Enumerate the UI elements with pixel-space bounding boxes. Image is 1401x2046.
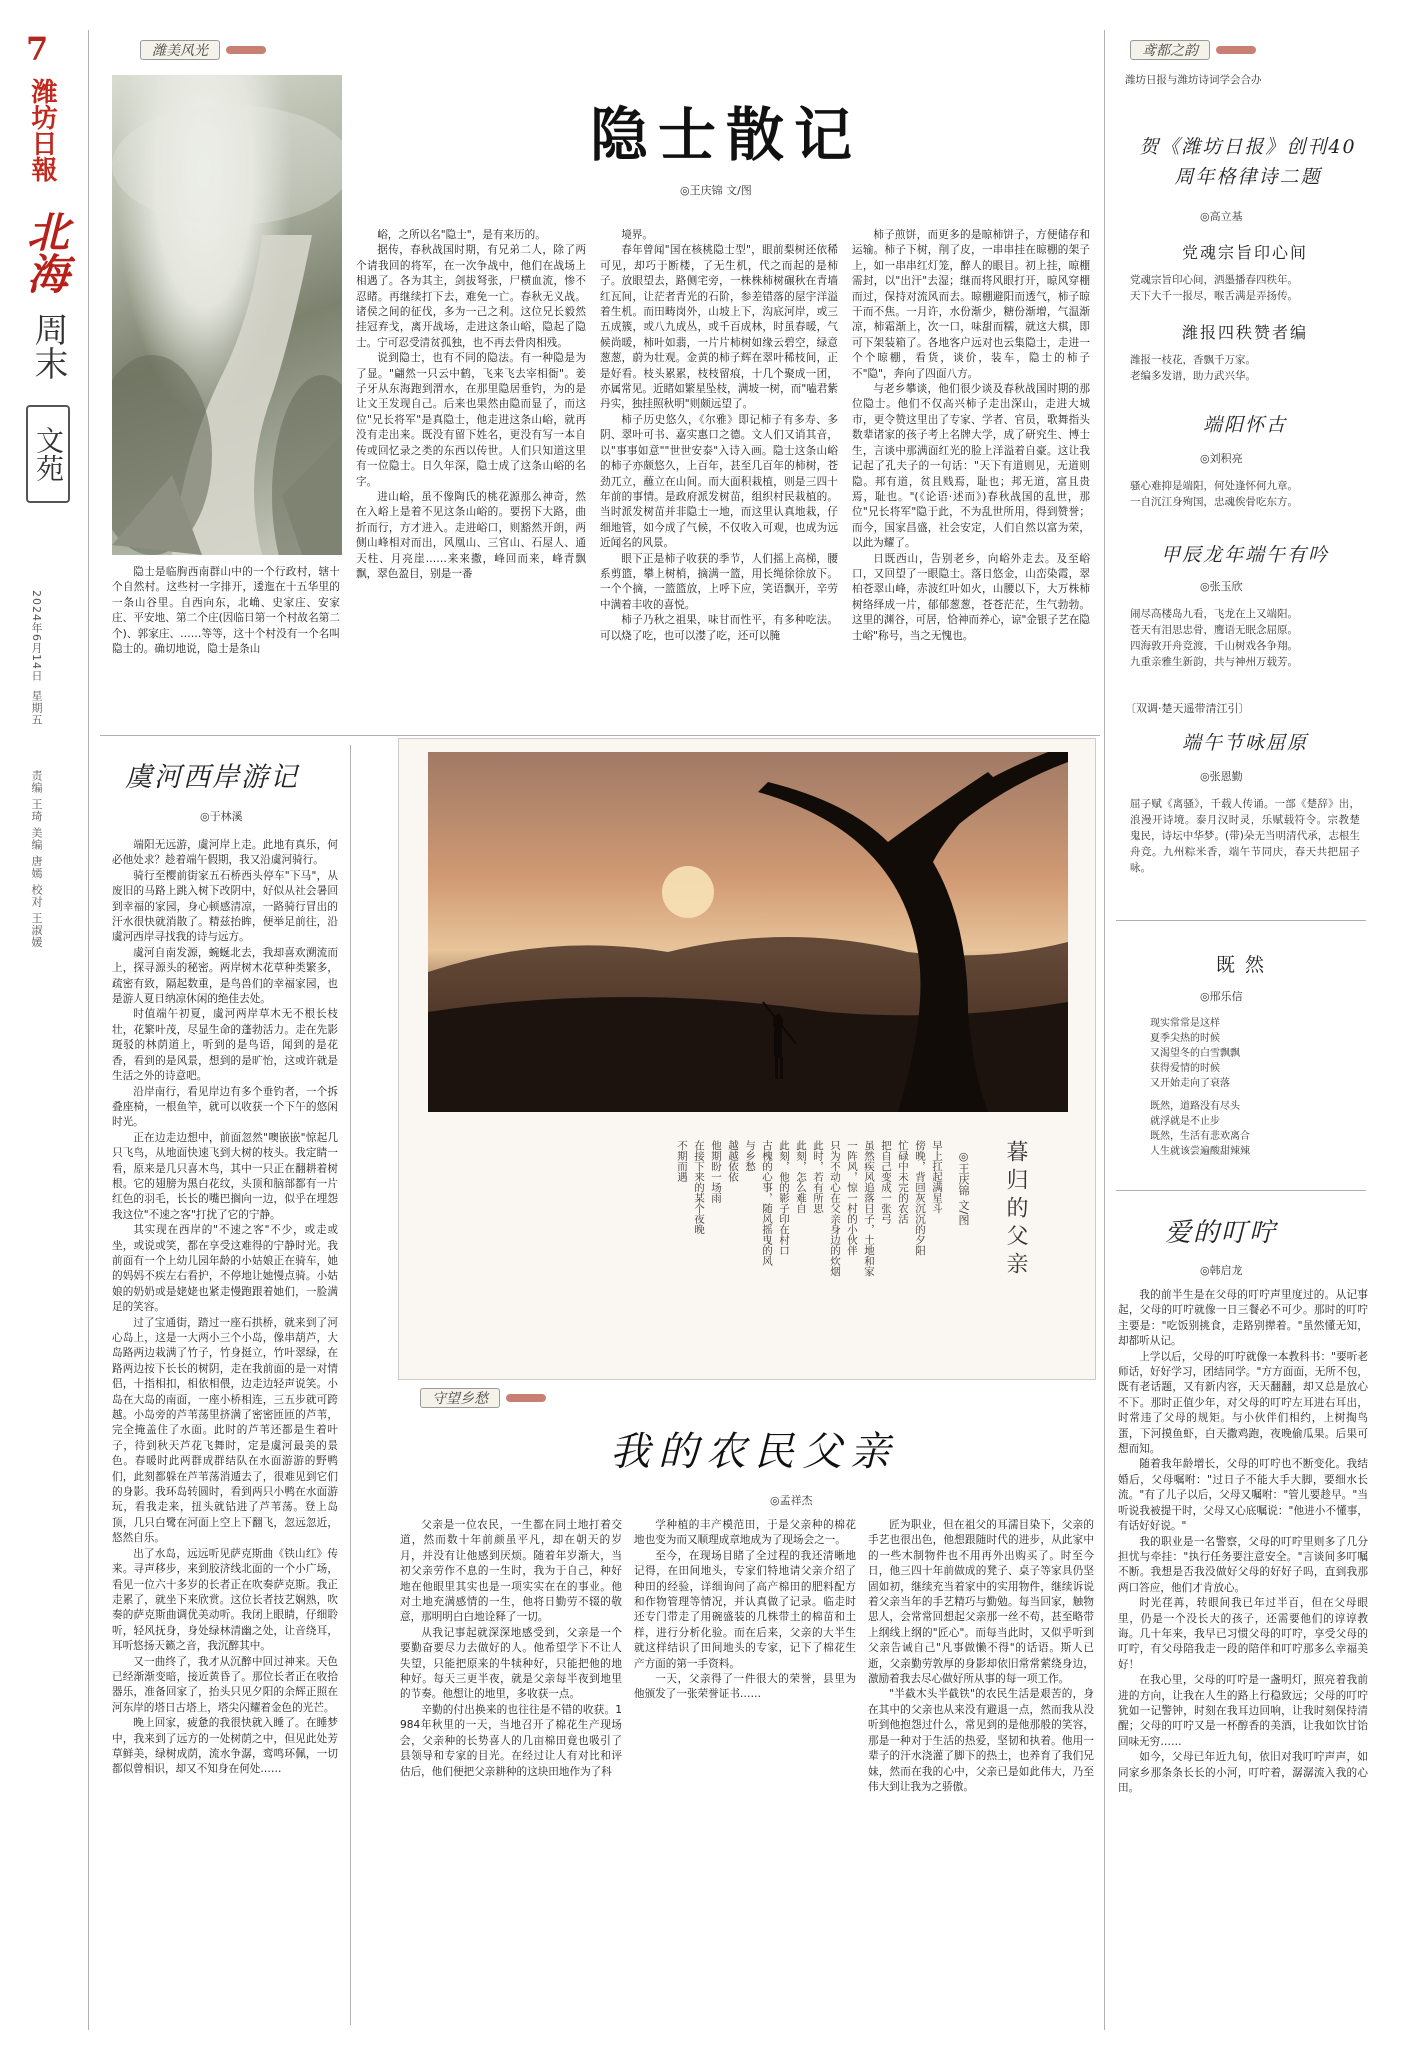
section-tag-weimei: 潍美风光	[140, 40, 266, 60]
yundu-subtitle: 潍坊日报与潍坊诗词学会合办	[1125, 74, 1262, 86]
yuhe-byline: ◎于林溪	[200, 810, 243, 823]
right-column-divider	[1104, 30, 1105, 2030]
father-poem-title: 暮归的父亲	[1003, 1140, 1028, 1280]
issue-date: 2024年6月14日	[30, 590, 43, 682]
yuhe-title: 虞河西岸游记	[125, 762, 299, 793]
editor-credits: 责编 王琦 美编 唐嫣 校对 王淑媛	[30, 770, 43, 949]
supplement-name-beihai: 北海	[21, 210, 70, 294]
poem2-lines: 骚心难抑是端阳，何处逢怀何九章。 一自沉江身殉国，忠魂俟骨吃东方。	[1130, 480, 1298, 508]
yuhe-body: 端阳无远游，虞河岸上走。此地有真乐，何必他处求？趁着端午假期，我又沿虞河骑行。 骑行至樱前街家五石桥西头停车"下马"，从废旧的马路上跳入树下改阴中，好似从社会暑回到幸福的家园，身心顿感清凉，一路骑行冒出的汗水很快就消散了。精兹抬眸，便举足前往，沿虞河西岸寻找我的诗与远方。 虞河自南发源，蜿蜒北去，我却喜欢溯流而上，探寻源头的秘密。两岸树木花草种类繁多，疏密有致，隔起数重，是鸟兽们的幸福家园，也是游人夏日纳凉休闲的绝佳去处。 时值端午初夏，虞河两岸草木无不根长枝壮，花繁叶茂，尽显生命的蓬勃活力。走在先影斑驳的林荫道上，听到的是鸟语，闻到的是花香，看到的是风景，想到的是旷怡，这或许就是生活之外的诗意吧。 沿岸南行，看见岸边有多个垂钓者，一个拆叠座椅，一根鱼竿，就可以收获一个下午的悠闲时光。 正在边走边想中，前面忽然"噢嵌嵌"惊起几只飞鸟，从地面快速飞到大树的枝头。我定睛一看，原来是几只喜木鸟，其中一只正在翻耕着树根。它的翅膀为黑白花纹，头顶和脑部都有一片红色的羽毛，长长的嘴巴搁向一边，似乎在埋怨我这位"不速之客"打扰了它的宁静。 其实现在西岸的"不速之客"不少，或走或坐，或说或笑，都在享受这难得的宁静时光。我前面有一个上幼儿园年龄的小姑娘正在骑车，她的妈妈不疾左右看护，不停地让她慢点骑。小姑娘的奶奶或是姥姥也紧走慢跑跟着她们，一脸满足的笑容。 过了宝通街，踏过一座石拱桥，就来到了河心岛上，这是一大两小三个小岛，像串葫芦，大岛路两边栽满了竹子，竹身挺立，竹叶翠绿，在路两边按下长长的树阴，走在我前面的是一对情侣，十指相扣，相依相偎，边走边轻声说笑。小岛在大岛的南面，一座小桥相连，三五步就可跨越。小岛旁的芦苇荡里挤满了密密匝匝的芦苇，完全掩盖住了水面。此时的芦苇还都是生着叶子，待到秋天芦花飞舞时，定是虞河最美的景色。春暖时此两群成群结队在水面游游的野鸭们，此刻都躲在芦苇荡消遁去了，很难见到它们的身影。我环岛转圆时，看到两只小鸭在水面游玩，看我走来，扭头就钻进了芦苇荡。登上岛顶，几只白鹭在河面上空上下翻飞，忽远忽近，悠然自乐。 出了水岛，远远听见萨克斯曲《铁山红》传来。寻声移步，来到胶济线北面的一个小广场，看见一位六十多岁的长者正在吹奏萨克斯。我正走累了，就坐下来欣赏。这位长者技艺娴熟，吹奏的萨克斯曲调优美动听。我闭上眼睛，仔细聆听，轻风抚身，身处绿林清幽之处，让音绕耳，耳听悠扬天籁之音，我沉醉其中。 又一曲终了，我才从沉醉中回过神来。天色已经渐渐变暗，接近黄昏了。那位长者正在收拾器乐，准备回家了，抬头只见夕阳的余辉正照在河东岸的塔日古塔上，塔尖闪耀着金色的光芒。 晚上回家，疲惫的我很快就入睡了。在睡梦中，我来到了远方的一处树荫之中，但见此处芳草鲜美，绿树成荫，流水争潺，鸾鸣环佩，一切都似曾相识，却又不知身在何处……	[112, 839, 338, 1776]
poem2-author: ◎刘积亮	[1200, 452, 1243, 465]
poem1-sub1: 党魂宗旨印心间	[1181, 243, 1308, 262]
photo-sunset-farmer	[428, 752, 1068, 1112]
hermit-bottom-rule	[100, 735, 1100, 736]
poem4-note: 〔双调·楚天遥带清江引〕	[1125, 702, 1250, 715]
poem4-lines: 屈子赋《离骚》，千载人传诵。一部《楚辞》出，浪漫开诗境。泰月汉时灵，乐赋载符令。宗教楚鬼民，诗坛中华梦。(带)朵无当明清代承，志根生舟竞。九州粽米香，端午节同庆，春天共把屈子咏。	[1130, 798, 1360, 874]
photo-stone-path	[112, 75, 342, 555]
supplement-name-zhoumo: 周末	[28, 312, 68, 380]
farmer-father-title: 我的农民父亲	[610, 1429, 898, 1475]
hermit-title: 隐士散记	[590, 101, 863, 169]
poem3-lines: 闹尽高楼岛九看，飞龙在上又端阳。 苍天有泪思忠骨，鹰语无眠念屈原。 四海敦开舟竞渡，千山树戏各争翔。 九重亲雅生新韵，共与神州万载芳。	[1130, 608, 1298, 668]
poem1-title: 贺《潍坊日报》创刊40周年格律诗二题	[1139, 136, 1357, 188]
poem1-lines2: 潍报一枝花，香飘千万家。 老编多发谱，助力武兴华。	[1130, 354, 1256, 382]
father-poem-lines: 早上扛起满星斗 傍晚，背回灰沉沉的夕阳 忙碌中未完的农活 把自己变成一张弓 虽然疾风追落日子，土地和家 一阵风，惊一村的小伙伴 只为不动心在父亲身边的炊烟 此时，若有所思 此刻，怎么难自 此刻，他的影子印在村口 古槐的心事，随风摇曳的风 与乡愁 越越依依 他期盼一场雨 在接下来的某个夜晚 不期而遇	[676, 1140, 943, 1277]
poem3-title: 甲辰龙年端午有吟	[1160, 544, 1329, 566]
right-col-rule-1	[1116, 920, 1366, 921]
poem6-author: ◎韩启龙	[1200, 1264, 1243, 1277]
poem4-author: ◎张恩勤	[1200, 770, 1243, 783]
hermit-col-2: 峪，之所以名"隐士"，是有来历的。 据传，春秋战国时期，有兄弟二人，除了两个请我回的将军，在一次争战中，他们在战场上相遇了。各为其主，剑拔弩张，尸横血流，惨不忍睹。再继续打下去，难免一亡。春秋无义战。诸侯之间的征伐，多为一己之利。这位兄长毅然挂冠弃戈，离开战场，走进这条山峪，隐起了隐士。宁可忍受清贫孤独，也不再去骨肉相残。 说到隐士，也有不同的隐法。有一种隐是为了显。"翩然一只云中鹤，飞来飞去宰相衙"。姜子牙从东海跑到渭水，在那里隐居垂钓，为的是让文王发现自己。后来也果然由隐而显了，而这位"兄长将军"是真隐士，他走进这条山峪，就再没有走出来。既没有留下姓名，更没有写一本自传或回忆录之类的东西以传世。人们只知道这里有一位隐士。日久年深，隐士成了这条山峪的名字。 进山峪，虽不像陶氏的桃花源那么神奇，然在入峪上是着不见这条山峪的。要拐下大路，曲折而行，方才进入。走进峪口，则豁然开朗，两侧山峰相对而出，风凰山、三官山、石屋人、通天柱、月亮崖……来来撒，峰回而来，峰青飘飘，翠色盈目，别是一番	[356, 229, 586, 580]
poem2-title: 端阳怀古	[1202, 414, 1287, 436]
hermit-col-1: 隐士是临朐西南群山中的一个行政村，辖十个自然村。这些村一字排开，逶迤在十五华里的一条山谷里。自西向东，北崅、史家庄、安家庄、平安地、第二个庄(因临日第一个村故名第二个)、郭家庄、……等等，这十个村没有一个名叫隐士的。确切地说，隐士是条山	[112, 566, 340, 656]
page-number: 7	[26, 30, 49, 68]
paper-name: 潍坊日報	[27, 78, 57, 182]
poem3-author: ◎张玉欣	[1200, 580, 1243, 593]
poem5-author: ◎邢乐信	[1200, 990, 1243, 1003]
masthead-divider	[88, 30, 89, 2030]
hermit-col-4: 柿子煎饼，而更多的是晾柿饼子，方便储存和运输。柿子下树，削了皮，一串串挂在晾棚的架子上，如一串串红灯笼，醉人的眼目。初上挂，晾棚需封，以"出汗"去湿；继而将风眼打开，晾风穿棚而过，保持对流风而去。晾棚避阳而透气，柿子晾干而不焦。一月许，水份渐少，糖份渐增，气温渐凉，柿霜渐上，次一口，味甜而糯，就这大棋，即可下架装箱了。各地客户远对也云集隐士，走进一个个晾棚，看货，谈价，装车，隐士的柿子不"隐"，奔向了四面八方。 与老乡攀谈，他们很少谈及春秋战国时期的那位隐士。他们不仅高兴柿子走出深山，走进大城市，更令赞这里出了专家、学者、官员，歌舞指头数辈诸家的孩子考上名牌大学，成了研究生、博士生，言谈中那满面红光的脸上洋溢着自豪。这让我记起了孔夫子的一句话："天下有道则见，无道则隐。邦有道，贫且贱焉，耻也；邦无道，富且贵焉，耻也。"(《论语·述而》)春秋战国的乱世，那位"兄长将军"隐于此，不为乱世所用，得到赞誉；而今，国家昌盛，社会安定，人们自然以富为荣，以此为耀了。 日既西山，告别老乡，向峪外走去。及至峪口，又回望了一眼隐士。落日悠金，山峦染霞，翠柏苍翠山峰，赤波红叶如火，山腰以下，大万株柿树络绎成一片，郁郁葱葱，苍苍茫茫，生气勃勃。这里的渊谷，可居，恰神而养心，谅"金银子艺在隐士峪"称号，当之无愧也。	[852, 229, 1090, 642]
section-tag-shixiang: 守望乡愁	[420, 1388, 546, 1408]
poem1-lines1: 党魂宗旨印心间，洒墨播春四秩年。 天下大千一报尽，喉舌满是弄扬传。	[1130, 274, 1298, 302]
farmer-father-col-2: 学种植的丰产模范田，于是父亲种的棉花地也变为而又顺理成章地成为了现场会之一。 至今，在现场目睹了全过程的我还清晰地记得，在田间地头，专家们特地请父亲介绍了种田的经验，详细询问了高产棉田的肥料配方和作物管理等情况，并认真做了记录。临走时还专门带走了用碗盛装的几株带土的棉苗和土样，进行分析化验。而在后来，父亲的大半生就这样结识了田间地头的专家，记下了棉花生产方面的第一手资料。 一天，父亲得了一件很大的荣誉，县里为他颁发了一张荣誉证书……	[634, 1519, 856, 1701]
hermit-col-3: 境界。 春年曾闻"国在核桃隐士型"，眼前梨树还依稀可见，却巧于断楼，了无生机，代之而起的是柿子。放眼望去，路侧宅旁，一株株柿树碾秋在青墙红瓦间，让茫者青光的石阶，参差错落的屋宇洋溢着生机。而田畴岗外，山坡上下，沟底河岸，或三五成簇，或八九成丛，或千百成林，时虽春暖，气候尚暖，柿叶如翡，一片片柿树如缘云碧空，绿意葱葱，蔚为壮观。金黄的柿子辉在翠叶稀枝间，正是好看。枝头累累，枝枝留痕，十几个聚成一团，亦属常见。近睹如繁星坠枝，满坡一树，而"嗑君紫丹实，独挂照秋明"则颇远望了。 柿子历史悠久，《尔雅》即记柿子有多寿、多阴、翠叶可书、嘉实惠口之德。文人们又诮其音，以"事事如意""世世安泰"入诗入画。隐士这条山峪的柿子亦颇悠久，上百年，甚至几百年的柿树，苍劲兀立，蘸立在山间。而大面积栽植，则是三四十年前的事情。是政府派发树苗，组织村民栽植的。当时派发树苗并非隐士一地，而这里认真地栽，仔细地管，如今成了气候，不仅收入可观，也成为远近闻名的风景。 眼下正是柿子收获的季节，人们摇上高梯，腰系剪篮，攀上树梢，摘满一篮，用长绳徐徐放下。一个个摘，一篮篮放，上呼下应，笑语飘开，辛劳中满着丰收的喜悦。 柿子乃秋之祖果，味甘而性平，有多种吃法。可以烧了吃，也可以漤了吃，还可以腌	[600, 229, 838, 642]
poem5-title: 既然	[1215, 954, 1274, 976]
issue-weekday: 星期五	[30, 690, 43, 726]
poem4-title: 端午节咏屈原	[1181, 732, 1308, 754]
poem5-lines: 现实常常是这样 夏季尖热的时候 又渴望冬的白雪飘飘 获得爱情的时候 又开始走向了衰落 既然，道路没有尽头 就浮就是不止步 既然，生活有悲欢离合 人生就该尝遍酸甜辣辣	[1150, 1016, 1350, 1159]
yuhe-divider	[350, 745, 351, 2025]
masthead	[18, 30, 78, 1030]
poem6-title: 爱的叮咛	[1165, 1218, 1278, 1248]
hermit-byline: ◎王庆锦 文/图	[680, 184, 752, 197]
section-badge	[26, 405, 70, 503]
right-col-rule-2	[1116, 1190, 1366, 1191]
farmer-father-col-1: 父亲是一位农民，一生都在同土地打着交道，然而数十年前颜虽平凡，却在朝天的岁月，并没有让他感到厌烦。随着年岁渐大，当初父亲劳作不息的一生时，我为于自己，种好地在他眼里其实也是一项实实在在的事业。他对土地充满感情的一生，他将日勤劳不辍的敬意，那明明白白地诠释了一切。 从我记事起就深深地感受到，父亲是一个要勤奋要尽力去做好的人。他希望学下不让人失望，只能把原来的牛犊种好，只能把他的地种好。每天三更半夜，就是父亲每半夜到地里的节奏。他想让的地里，多收获一点。 辛勤的付出换来的也往往是不错的收获。1984年秋里的一天，当地召开了棉花生产现场会，父亲种的长势喜人的几亩棉田竟也吸引了县领导和专家的目光。在经过让人有对比和评估后，他们便把父亲耕种的这块田地作为了科	[400, 1519, 622, 1778]
poem1-sub2: 潍报四秩赞者编	[1181, 323, 1308, 342]
poem1-author: ◎高立基	[1200, 210, 1243, 223]
section-name: 文苑	[32, 426, 65, 482]
stanza-gap	[1150, 1091, 1350, 1099]
farmer-father-col-3: 匠为职业，但在祖父的耳濡目染下，父亲的手艺也很出色，他想跟随时代的进步，从此家中的一些木制物件也不用再外出购买了。时至今日，他三四十年前做成的凳子、桌子等家具仍坚固如初，继续充当着家中的实用物件，继续诉说着父亲当年的手艺精巧与勤勉。每当回家，触物思人，会常常回想起父亲那一丝不苟，甚至略带上纲线上纲的"匠心"。而每当此时，又似乎听到父亲告诫自己"凡事做懒不得"的话语。斯人已逝，父亲勤劳敦厚的身影却依旧常常萦绕身边，激励着我去尽心做好所从事的每一项工作。 "半截木头半截铁"的农民生活是艰苦的，身在其中的父亲也从来没有避退一点，然而我从没听到他抱怨过什么，常见到的是他那般的笑容，那是一种对于生活的热爱，坚韧和执着。他用一辈子的汗水浇灌了脚下的热土，也养育了我们兄妹，然而在我的心中，父亲已是如此伟大，乃至伟大到让我为之骄傲。	[868, 1519, 1094, 1793]
farmer-father-byline: ◎孟祥杰	[770, 1494, 813, 1507]
section-tag-yundu: 鸢都之韵	[1130, 40, 1256, 60]
father-poem-byline: ◎王庆锦 文/图	[957, 1150, 970, 1226]
poem6-body: 我的前半生是在父母的叮咛声里度过的。从记事起，父母的叮咛就像一日三餐必不可少。那时的叮咛主要是："吃饭别挑食，走路别撵着。"虽然懂无知，却都听从记。 上学以后，父母的叮咛就像一本教科书："要听老师话，好好学习，团结同学。"方方面面，无所不包，既有老话题，又有新内容，天天翻翻，却又总是放心不下。那时正值少年，对父母的叮咛左耳进右耳出，时常违了父母的规矩。与小伙伴们相约，上树掏鸟蛋，下河摸鱼虾，白天撒鸡跑，夜晚偷瓜果。后果可想而知。 随着我年龄增长，父母的叮咛也不断变化。我结婚后，父母嘱咐："过日子不能大手大脚，要细水长流。"有了儿子以后，父母又嘱咐："管儿要趁早。"当听说我被提干时，父母又心底嘱说："他进小不懂事，有话好好说。" 我的职业是一名警察，父母的叮咛里则多了几分担忧与牵挂："执行任务要注意安全。"言谈间多叮嘱不断。我想是否我没做好父母的好好子吗，直到我那两口答应，他们才肯放心。 时光荏苒，转眼间我已年过半百，但在父母眼里，仍是一个没长大的孩子，还需要他们的谆谆教诲。几十年来，我早已习惯父母的叮咛，享受父母的叮咛，有父母陪我走一段的陪伴和叮咛那多么幸福美好！ 在我心里，父母的叮咛是一盏明灯，照亮着我前进的方向，让我在人生的路上行稳致远；父母的叮咛犹如一记警钟，时刻在我耳边回响，让我时刻保持清醒；父母的叮咛又是一杯醇香的美酒，让我如饮甘饴回味无穷…… 如今，父母已年近九旬，依旧对我叮咛声声，如同家乡那条条长长的小河，叮咛着，潺潺流入我的心田。	[1118, 1289, 1368, 1794]
